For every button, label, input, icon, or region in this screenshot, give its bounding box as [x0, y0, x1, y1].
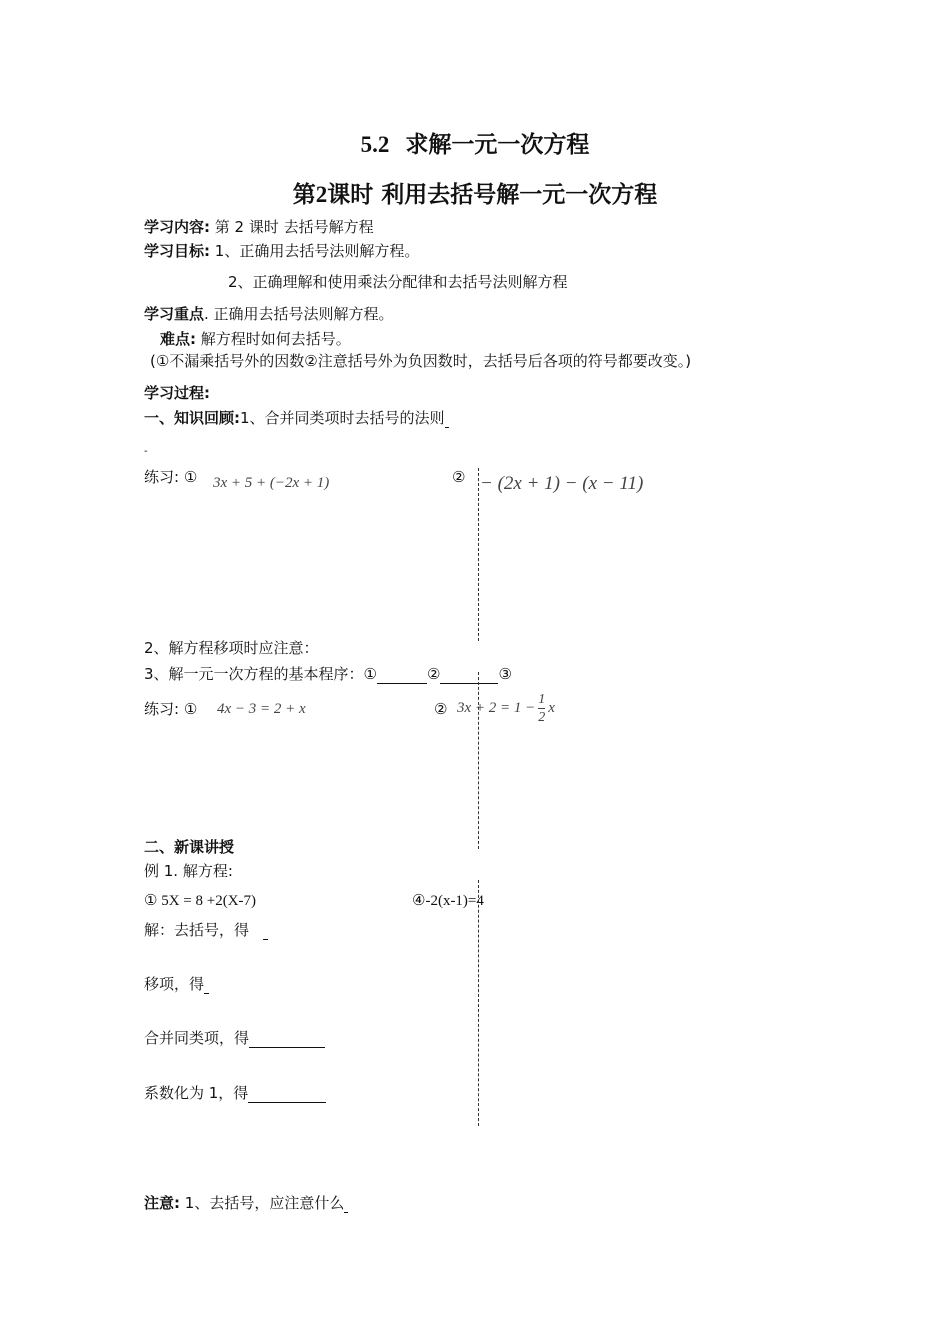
review-rule: 1、合并同类项时去括号的法则	[240, 409, 445, 427]
dashed-divider-1	[478, 468, 479, 641]
section-title: 求解一元一次方程	[405, 132, 590, 158]
step-move-terms-text: 移项，得	[144, 975, 205, 993]
attention-text: 1、去括号，应注意什么	[184, 1194, 345, 1212]
process-label: 学习过程:	[144, 384, 210, 402]
dash-mark: -	[144, 446, 148, 457]
dashed-divider-2	[478, 672, 479, 849]
learning-content	[144, 217, 374, 237]
key-point-text: . 正确用去括号法则解方程。	[204, 305, 394, 323]
key-point	[144, 304, 394, 324]
example-label: 例 1. 解方程:	[144, 862, 233, 880]
step-combine-terms	[144, 1028, 325, 1048]
review-line-2: 2、解方程移项时应注意：	[144, 639, 319, 657]
review-label: 一、知识回顾:	[144, 409, 240, 427]
lesson-title: 课时 利用去括号解一元一次方程	[327, 182, 658, 208]
key-point-label: 学习重点	[144, 305, 205, 323]
title-line-1	[0, 126, 950, 159]
step-coefficient	[144, 1083, 326, 1103]
procedure-mark-3: ③	[498, 665, 512, 683]
practice-2-expr-2-right: x	[548, 699, 555, 716]
practice-1-num-2: ②	[452, 468, 466, 486]
example-eq-1: ① 5X = 8 +2(X-7)	[144, 893, 257, 909]
fraction-numerator: 1	[538, 692, 546, 707]
difficulty-note: (①不漏乘括号外的因数②注意括号外为负因数时，去括号后各项的符号都要改变。)	[150, 352, 692, 370]
practice-1-label: 练习: ①	[144, 468, 198, 486]
title-line-2	[0, 176, 950, 209]
step-remove-brackets-text: 解：去括号，得	[144, 921, 250, 939]
difficulty-text: 解方程时如何去括号。	[200, 330, 351, 348]
dashed-divider-3	[478, 880, 479, 1126]
learning-goal-1: 1、正确用去括号法则解方程。	[214, 242, 420, 260]
procedure-mark-2: ②	[427, 665, 441, 683]
step-coefficient-text: 系数化为 1，得	[144, 1084, 249, 1102]
attention-label: 注意:	[144, 1194, 180, 1212]
learning-content-text: 第 2 课时 去括号解方程	[214, 218, 374, 236]
new-lesson-label: 二、新课讲授	[144, 838, 235, 856]
example-eq-4: ④-2(x-1)=4	[412, 893, 484, 909]
difficulty	[160, 329, 351, 349]
blank-combine[interactable]	[249, 1031, 325, 1048]
basic-procedure-text: 3、解一元一次方程的基本程序：①	[144, 665, 377, 683]
learning-goal	[144, 241, 419, 261]
lesson-prefix: 第	[292, 182, 316, 208]
practice-2-num-2: ②	[434, 700, 448, 718]
practice-2-expr-2-left: 3x + 2 = 1 −	[457, 699, 536, 716]
practice-2-expr-2	[457, 692, 555, 725]
review-line-3	[144, 664, 512, 684]
step-move-terms	[144, 974, 209, 994]
difficulty-label: 难点:	[160, 330, 196, 348]
blank-step-2[interactable]	[440, 667, 498, 684]
practice-1-expr-1: 3x + 5 + (−2x + 1)	[213, 475, 330, 491]
learning-goal-2: 2、正确理解和使用乘法分配律和去括号法则解方程	[228, 273, 568, 291]
attention	[144, 1193, 348, 1213]
learning-content-label: 学习内容:	[144, 218, 210, 236]
practice-2-expr-1: 4x − 3 = 2 + x	[217, 701, 306, 717]
lesson-number: 2	[315, 182, 328, 207]
review-line-1	[144, 408, 449, 428]
practice-2-label: 练习: ①	[144, 700, 198, 718]
learning-goal-label: 学习目标:	[144, 242, 210, 260]
fraction-denominator: 2	[538, 710, 546, 725]
practice-1-expr-2: − (2x + 1) − (x − 11)	[480, 473, 644, 494]
blank-step-1[interactable]	[377, 667, 427, 684]
section-number: 5.2	[360, 132, 390, 157]
step-combine-terms-text: 合并同类项，得	[144, 1029, 250, 1047]
step-remove-brackets	[144, 920, 268, 940]
fraction-one-half	[538, 692, 545, 725]
blank-coefficient[interactable]	[248, 1086, 326, 1103]
